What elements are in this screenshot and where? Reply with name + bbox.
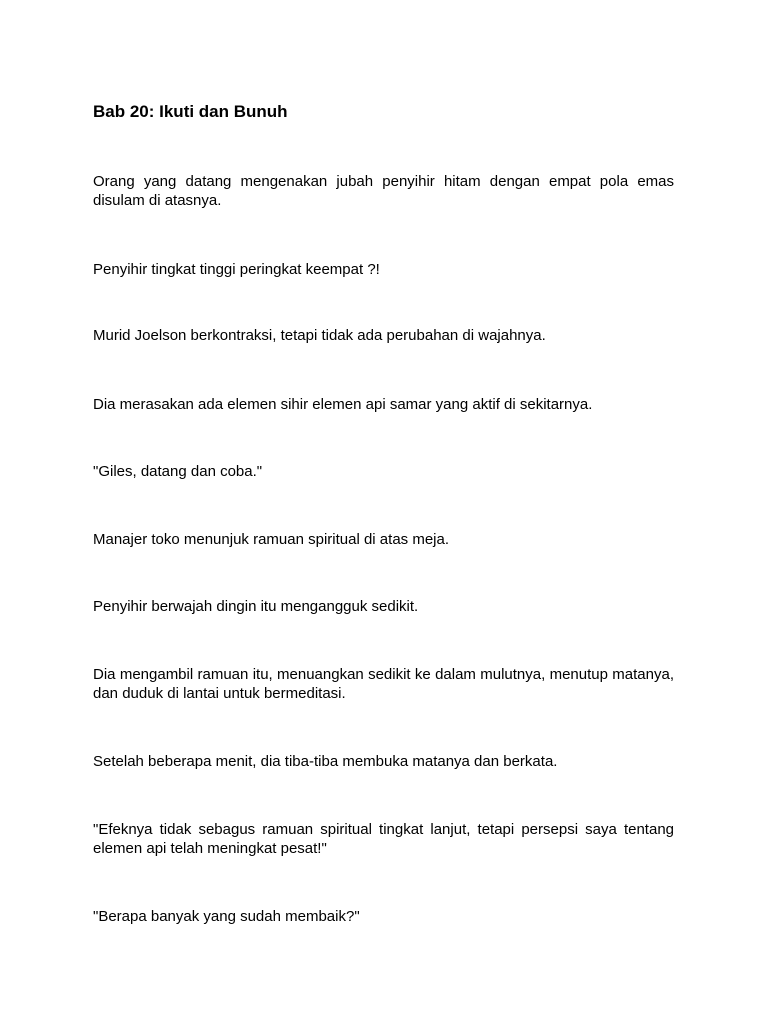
paragraph: Orang yang datang mengenakan jubah penyihir hitam dengan empat pola emas disulam di atasnya. [93, 173, 674, 209]
paragraph: Setelah beberapa menit, dia tiba-tiba membuka matanya dan berkata. [93, 753, 558, 770]
paragraph: "Berapa banyak yang sudah membaik?" [93, 908, 360, 925]
paragraph: Dia mengambil ramuan itu, menuangkan sedikit ke dalam mulutnya, menutup matanya, dan duduk di lantai untuk bermeditasi. [93, 666, 674, 702]
paragraph: Manajer toko menunjuk ramuan spiritual di atas meja. [93, 531, 450, 548]
paragraph: Penyihir tingkat tinggi peringkat keempat ?! [93, 261, 380, 278]
paragraph: "Efeknya tidak sebagus ramuan spiritual tingkat lanjut, tetapi persepsi saya tentang elemen api telah meningkat pesat!" [93, 821, 674, 857]
chapter-title: Bab 20: Ikuti dan Bunuh [93, 102, 288, 121]
paragraph: Penyihir berwajah dingin itu mengangguk sedikit. [93, 598, 419, 615]
paragraph: Dia merasakan ada elemen sihir elemen api samar yang aktif di sekitarnya. [93, 396, 593, 413]
paragraph: Murid Joelson berkontraksi, tetapi tidak ada perubahan di wajahnya. [93, 327, 546, 344]
paragraph: "Giles, datang dan coba." [93, 463, 263, 480]
